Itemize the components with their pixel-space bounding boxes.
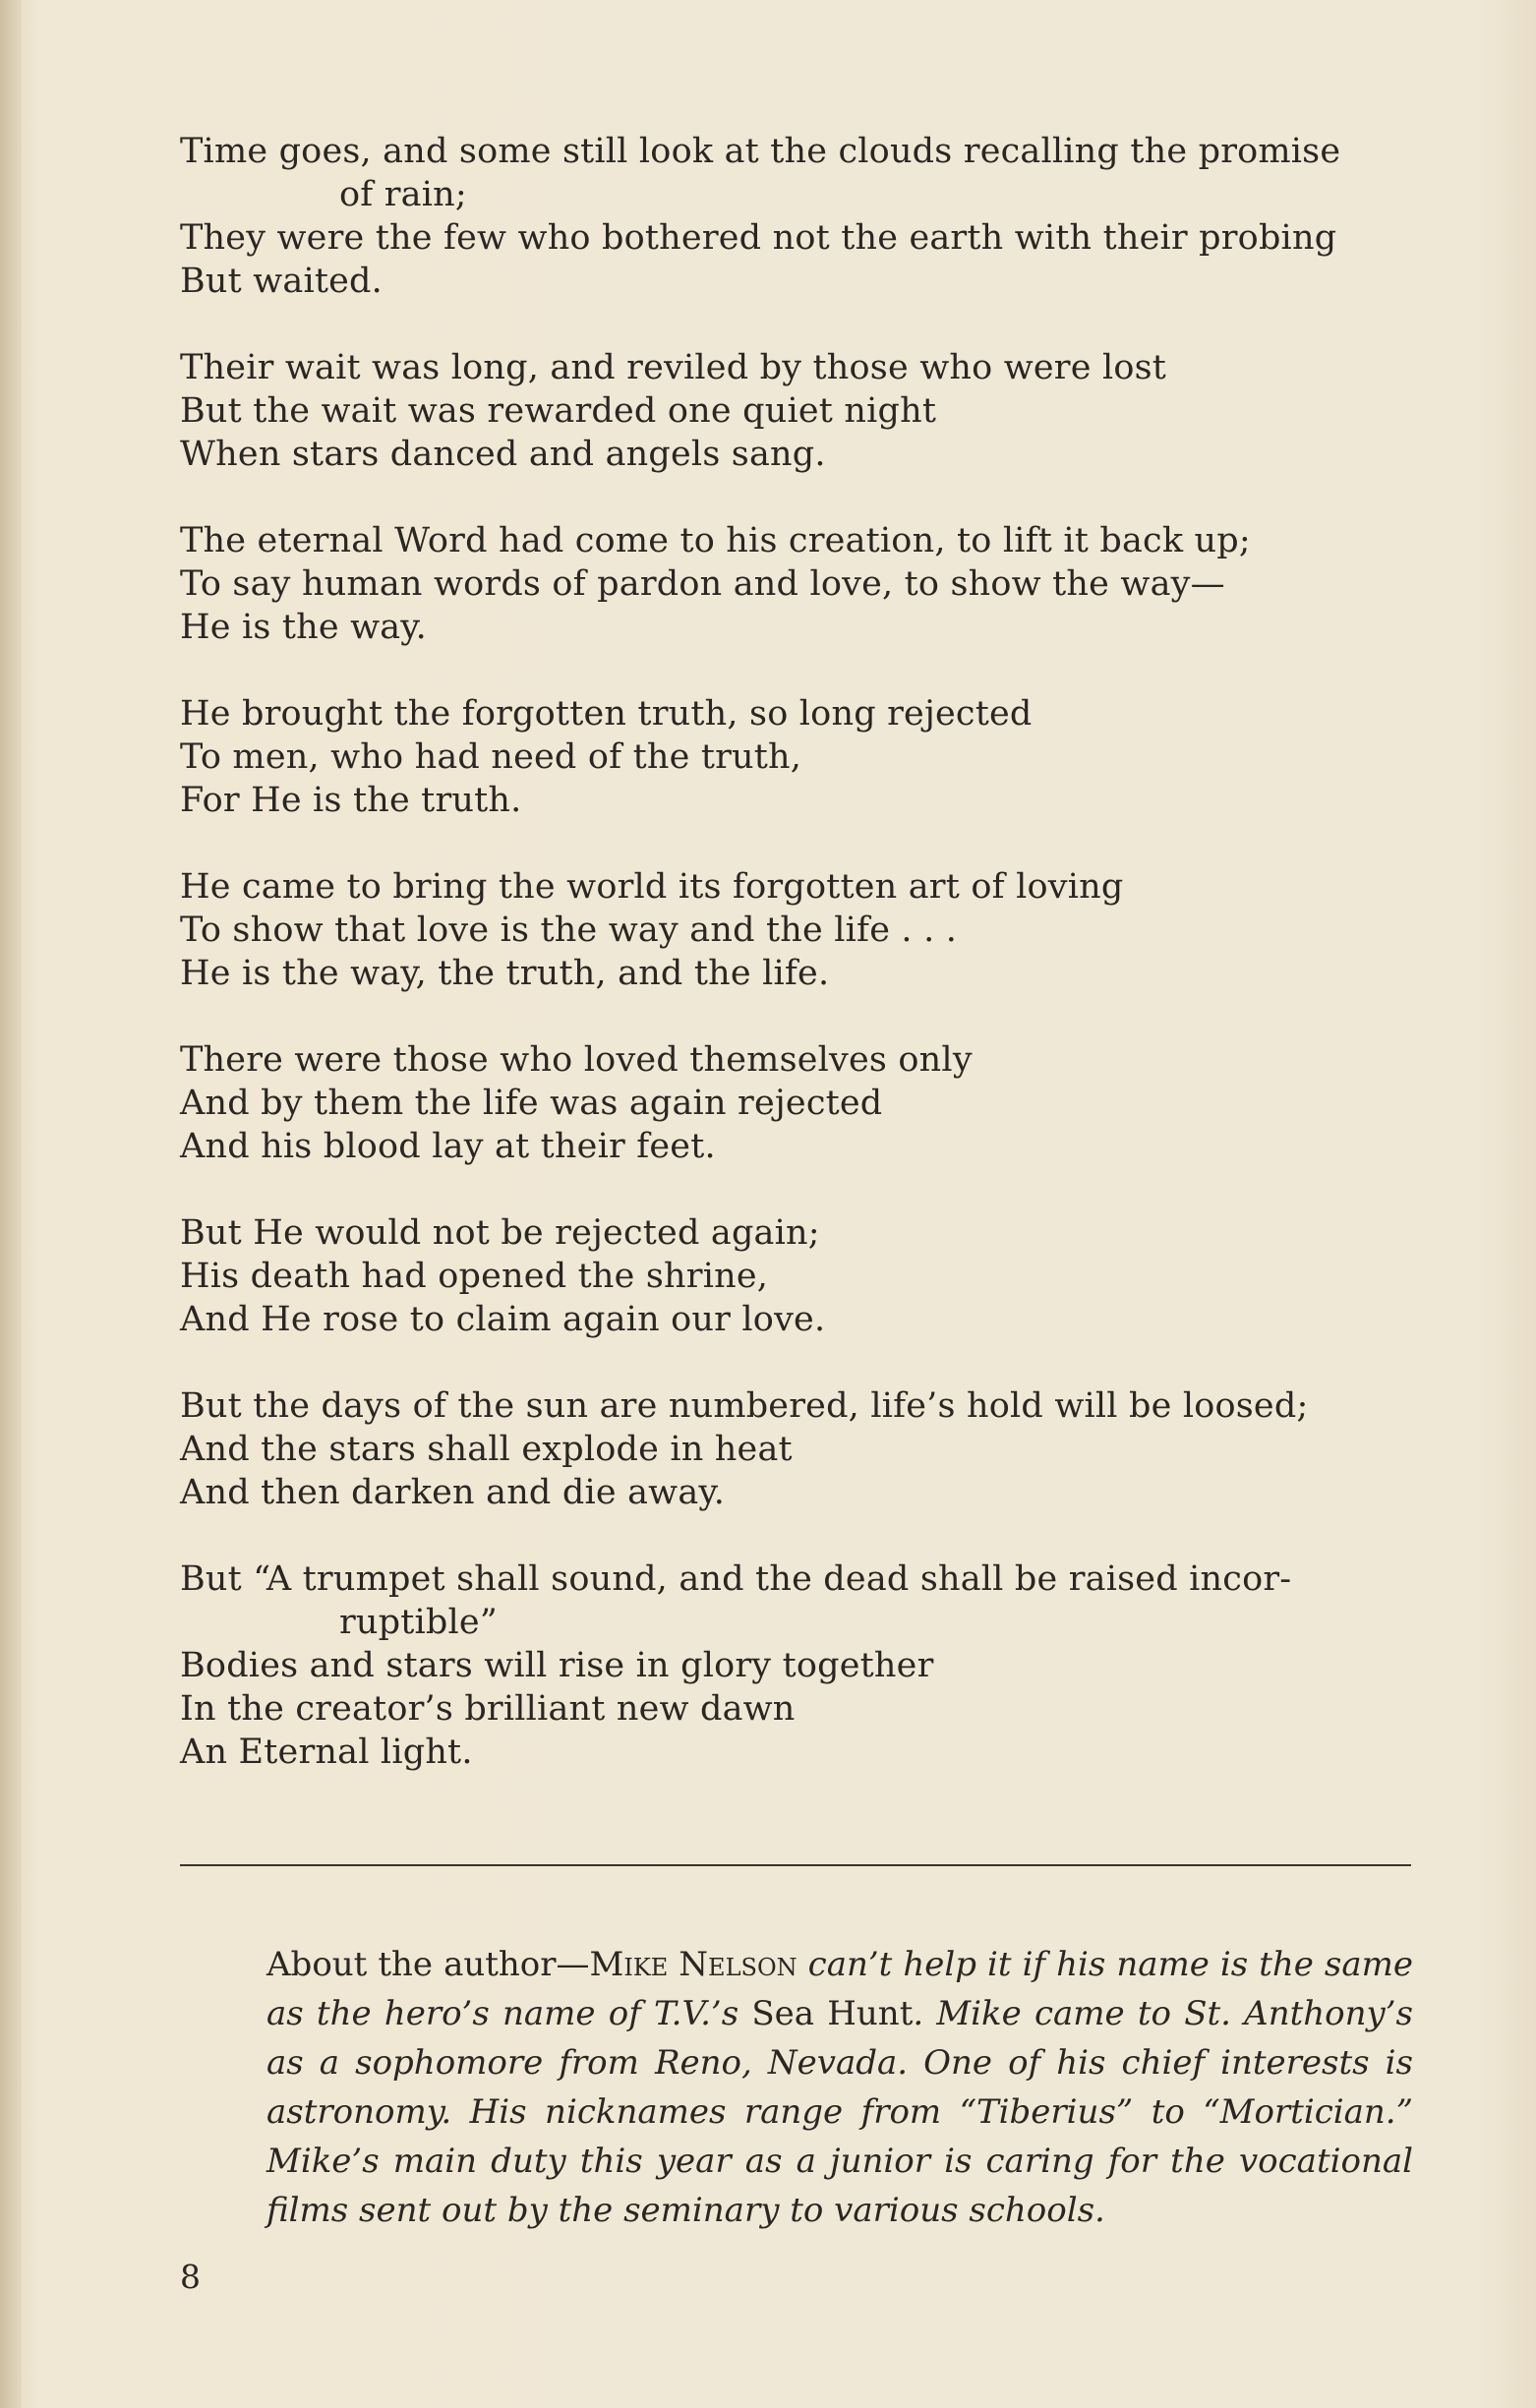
poem-line: And He rose to claim again our love.	[180, 1300, 826, 1339]
stanza	[180, 1384, 1419, 1514]
poem-line: Time goes, and some still look at the clouds recalling the promise	[180, 132, 1341, 171]
poem-line: And then darken and die away.	[180, 1473, 726, 1512]
poem-line: But the days of the sun are numbered, life’s hold will be loosed;	[180, 1386, 1309, 1426]
poem-line: To say human words of pardon and love, to show the way—	[180, 564, 1225, 604]
poem-line: In the creator’s brilliant new dawn	[180, 1689, 796, 1729]
binding-edge	[0, 0, 22, 2408]
about-paragraph	[180, 1940, 1413, 2235]
about-text-2: . Mike came to St. Anthony’s as a sophomore from Reno, Nevada. One of his chief interests is astronomy. His nicknames range from “Tiberius” to “Mortician.” Mike’s main duty this year as a junior is caring for the vocational films sent out by the seminary to various schools.	[266, 1994, 1413, 2230]
about-prefix: About the author—	[266, 1945, 590, 1984]
poem-line: But He would not be rejected again;	[180, 1213, 820, 1253]
poem-line: They were the few who bothered not the earth with their probing	[180, 218, 1337, 258]
poem-line: To men, who had need of the truth,	[180, 737, 802, 777]
stanza	[180, 1211, 1419, 1341]
poem-line: For He is the truth.	[180, 781, 522, 820]
poem-line: ruptible”	[339, 1603, 498, 1642]
stanza	[180, 346, 1419, 476]
stanza	[180, 1557, 1419, 1774]
poem-line: When stars danced and angels sang.	[180, 435, 826, 474]
poem-line: His death had opened the shrine,	[180, 1257, 769, 1296]
stanza	[180, 130, 1419, 303]
poem-line: But “A trumpet shall sound, and the dead shall be raised incor-	[180, 1559, 1292, 1599]
about-the-author	[180, 1940, 1413, 2235]
poem-line: He is the way.	[180, 608, 427, 647]
poem-line: And by them the life was again rejected	[180, 1084, 883, 1123]
poem-line: He came to bring the world its forgotten art of loving	[180, 867, 1124, 907]
author-name: Mike Nelson	[589, 1945, 798, 1984]
poem-line: He is the way, the truth, and the life.	[180, 954, 830, 993]
poem-line: To show that love is the way and the life . . .	[180, 910, 958, 950]
stanza	[180, 519, 1419, 649]
poem-line: The eternal Word had come to his creation, to lift it back up;	[180, 521, 1251, 560]
poem-line: But the wait was rewarded one quiet night	[180, 391, 937, 431]
about-text-1: can’t help it if his name is the same as the hero’s name of T.V.’s	[266, 1945, 1413, 2033]
poem-line: Their wait was long, and reviled by those who were lost	[180, 348, 1167, 387]
poem	[180, 130, 1419, 1817]
poem-line: Bodies and stars will rise in glory together	[180, 1646, 934, 1685]
show-title: Sea Hunt	[751, 1994, 914, 2033]
poem-line: He brought the forgotten truth, so long rejected	[180, 694, 1033, 734]
stanza	[180, 1038, 1419, 1168]
poem-line: And the stars shall explode in heat	[180, 1430, 793, 1469]
page-number: 8	[180, 2258, 201, 2296]
poem-line: of rain;	[339, 175, 467, 214]
poem-line: But waited.	[180, 262, 383, 301]
poem-line: There were those who loved themselves only	[180, 1040, 973, 1080]
separator-rule	[180, 1864, 1411, 1866]
stanza	[180, 692, 1419, 822]
poem-line: And his blood lay at their feet.	[180, 1127, 716, 1166]
stanza	[180, 865, 1419, 995]
poem-line: An Eternal light.	[180, 1733, 473, 1772]
